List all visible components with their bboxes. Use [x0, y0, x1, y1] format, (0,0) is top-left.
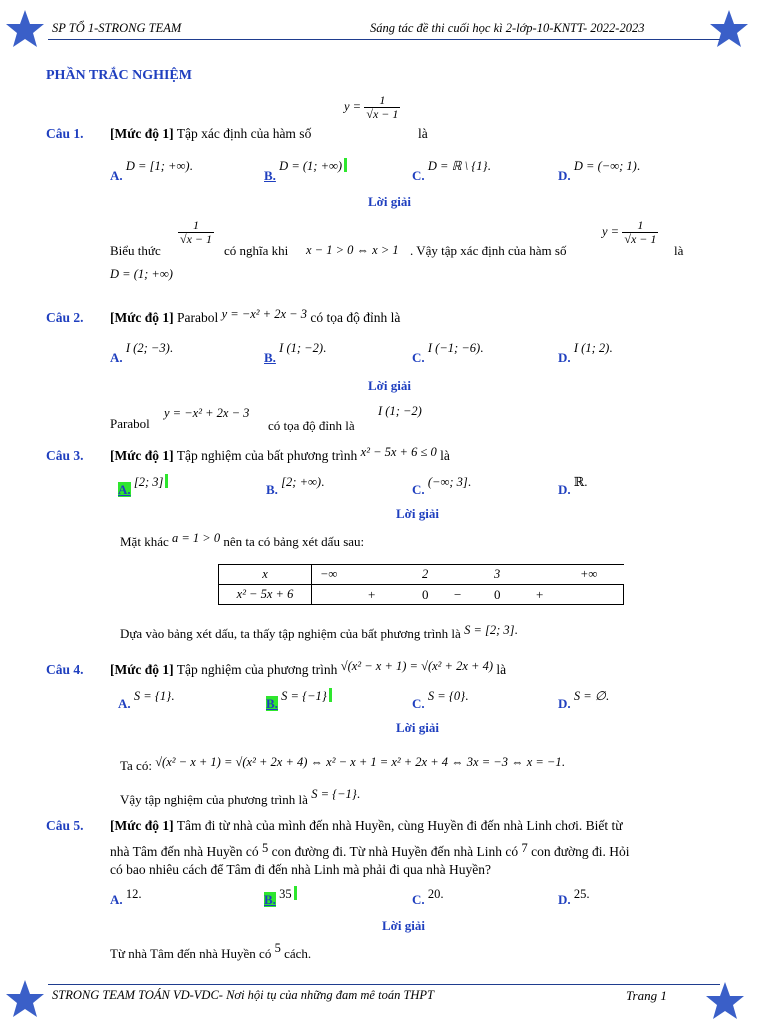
q3-text: [Mức độ 1] Tập nghiệm của bất phương trình x² − 5x + 6 ≤ 0 là: [110, 445, 450, 463]
table-row: x² − 5x + 6 + 0 − 0 +: [219, 585, 624, 605]
q2-option-d[interactable]: D. I (1; 2).: [558, 340, 613, 365]
q4-option-d[interactable]: D. S = ∅.: [558, 688, 609, 711]
page-number: Trang 1: [626, 988, 667, 1003]
sign-table: [218, 564, 624, 605]
q3-option-c[interactable]: C. (−∞; 3].: [412, 474, 472, 497]
star-icon: [4, 8, 46, 50]
q4-text: [Mức độ 1] Tập nghiệm của phương trình √(x² − x + 1) = √(x² + 2x + 4) là: [110, 659, 507, 677]
q5-option-d[interactable]: D. 25.: [558, 886, 590, 907]
q5-solution: Từ nhà Tâm đến nhà Huyền có 5 cách.: [110, 941, 312, 961]
q4-solution-label: Lời giải: [396, 720, 439, 735]
footer-divider: [48, 984, 720, 985]
q1-option-a[interactable]: A. D = [1; +∞).: [110, 158, 193, 183]
footer-left: STRONG TEAM TOÁN VD-VDC- Nơi hội tụ của những đam mê toán THPT: [52, 988, 435, 1002]
q4-option-b[interactable]: B. S = {−1}: [266, 688, 332, 704]
q3-option-a[interactable]: A. [2; 3]: [118, 474, 168, 490]
q1-option-b[interactable]: B. D = (1; +∞): [264, 158, 347, 174]
q1-text: [Mức độ 1] Tập xác định của hàm số: [110, 126, 312, 141]
q1-option-c[interactable]: C. D = ℝ \ {1}.: [412, 158, 491, 183]
star-icon: [4, 978, 46, 1020]
q1-formula: y = $\frac{1}{√x - 1}$: [344, 93, 399, 121]
q4-option-a[interactable]: A. S = {1}.: [118, 688, 175, 711]
table-row: x −∞ 2 3 +∞: [219, 565, 624, 585]
q1-option-d[interactable]: D. D = (−∞; 1).: [558, 158, 641, 183]
q4-number: Câu 4.: [46, 662, 84, 677]
q3-solution-label: Lời giải: [396, 506, 439, 521]
q3-solution-conclusion: Dựa vào bảng xét dấu, ta thấy tập nghiệm của bất phương trình là S = [2; 3].: [120, 622, 518, 641]
q5-line1: [Mức độ 1] Tâm đi từ nhà của mình đến nhà Huyền, cùng Huyền đi đến nhà Linh chơi. Biết từ: [110, 818, 623, 833]
q4-option-c[interactable]: C. S = {0}.: [412, 688, 469, 711]
q2-option-b[interactable]: B. I (1; −2).: [264, 340, 327, 365]
q1-number: Câu 1.: [46, 126, 84, 141]
q5-option-c[interactable]: C. 20.: [412, 886, 444, 907]
q2-option-a[interactable]: A. I (2; −3).: [110, 340, 173, 365]
header-right: Sáng tác đề thi cuối học kì 2-lớp-10-KNTT- 2022-2023: [370, 21, 645, 35]
q3-option-d[interactable]: D. ℝ.: [558, 474, 588, 497]
q2-option-c[interactable]: C. I (−1; −6).: [412, 340, 484, 365]
q5-number: Câu 5.: [46, 818, 84, 833]
q4-solution-conclusion: Vậy tập nghiệm của phương trình là S = {−1}.: [120, 786, 361, 807]
q3-option-b[interactable]: B. [2; +∞).: [266, 474, 325, 497]
q2-text: [Mức độ 1] Parabol y = −x² + 2x − 3 có tọa độ đỉnh là: [110, 307, 401, 325]
q5-line2: nhà Tâm đến nhà Huyền có 5 con đường đi. Từ nhà Huyền đến nhà Linh có 7 con đường đi. Hỏi: [110, 841, 630, 859]
q3-solution-intro: Mặt khác a = 1 > 0 nên ta có bảng xét dấu sau:: [120, 531, 365, 549]
q4-solution-steps: Ta có: √(x² − x + 1) = √(x² + 2x + 4) ⇔ x² − x + 1 = x² + 2x + 4 ⇔ 3x = −3 ⇔ x = −1.: [120, 754, 565, 773]
q3-number: Câu 3.: [46, 448, 84, 463]
star-icon: [704, 980, 746, 1022]
q1-solution-label: Lời giải: [368, 194, 411, 209]
section-title: PHẦN TRẮC NGHIỆM: [46, 68, 192, 83]
star-icon: [708, 8, 750, 50]
q5-line3: có bao nhiêu cách để Tâm đi đến nhà Linh mà phải đi qua nhà Huyền?: [110, 862, 491, 877]
q1-tail: là: [418, 126, 428, 141]
q5-solution-label: Lời giải: [382, 918, 425, 933]
q2-solution-label: Lời giải: [368, 378, 411, 393]
q5-option-a[interactable]: A. 12.: [110, 886, 142, 907]
q2-number: Câu 2.: [46, 310, 84, 325]
q5-option-b[interactable]: B. 35: [264, 886, 297, 902]
header-divider: [48, 39, 720, 40]
header-left: SP TỔ 1-STRONG TEAM: [52, 21, 182, 35]
